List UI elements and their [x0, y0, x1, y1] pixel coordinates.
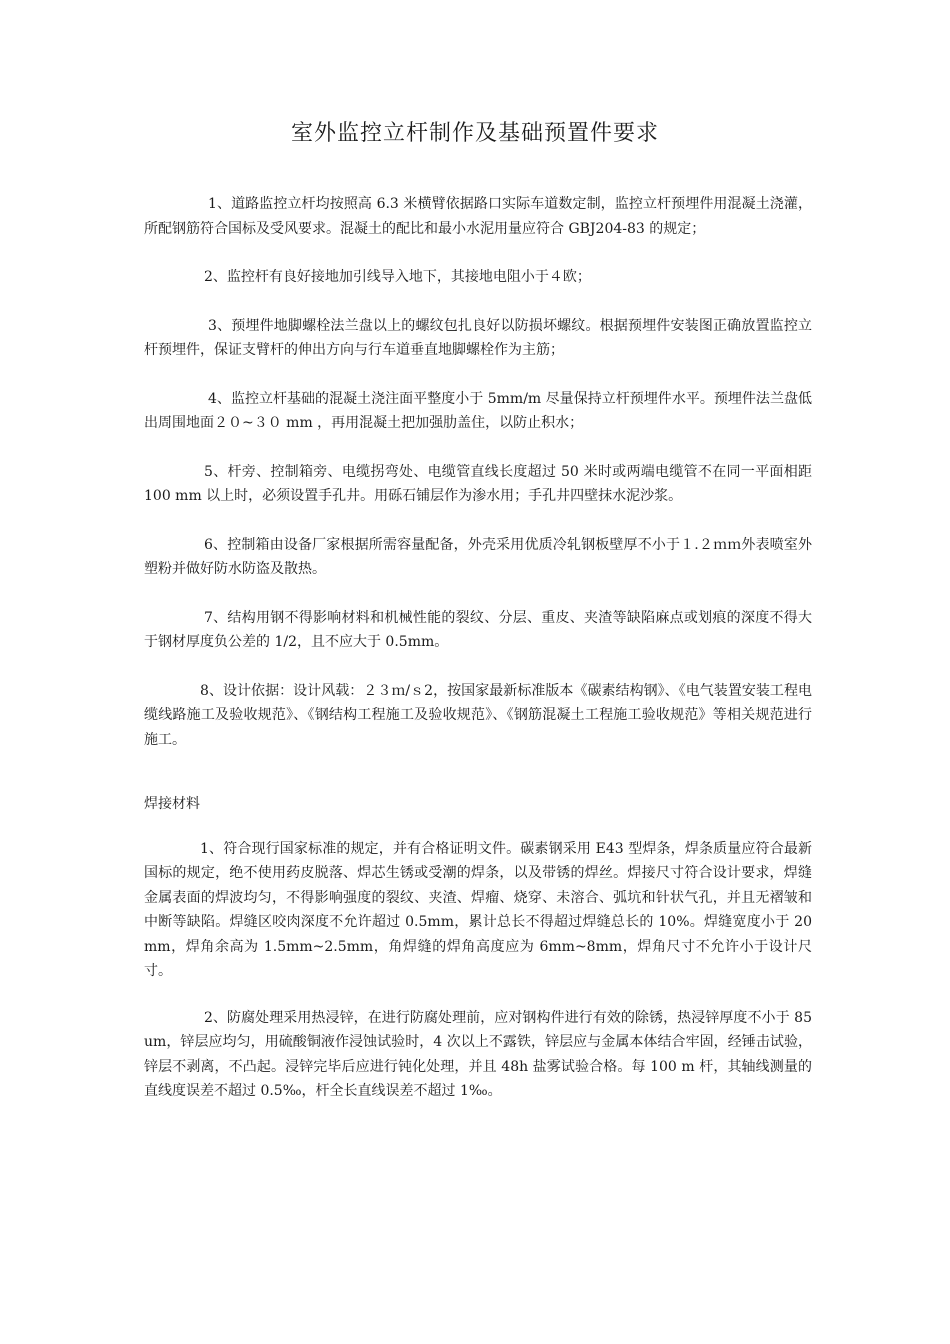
requirement-item-7: 7、结构用钢不得影响材料和机械性能的裂纹、分层、重皮、夹渣等缺陷麻点或划痕的深度不得大于钢材厚度负公差的 1/2，且不应大于 0.5mm。 [144, 609, 812, 650]
welding-item-1: 1、符合现行国家标准的规定，并有合格证明文件。碳素钢采用 E43 型焊条，焊条质量应符合最新国标的规定，绝不使用药皮脱落、焊芯生锈或受潮的焊条，以及带锈的焊丝。焊接尺寸符合设计要求，焊缝金属表面的焊波均匀，不得影响强度的裂纹、夹渣、焊瘤、烧穿、未溶合、弧坑和针状气孔，并且无褶皱和中断等缺陷。焊缝区咬肉深度不允许超过 0.5mm，累计总长不得超过焊缝总长的 10%。焊缝宽度小于 20mm，焊角余高为 1.5mm~2.5mm，角焊缝的焊角高度应为 6mm~8mm，焊角尺寸不允许小于设计尺寸。 [144, 840, 812, 979]
welding-section-heading: 焊接材料 [144, 796, 200, 812]
requirement-item-1: 1、道路监控立杆均按照高 6.3 米横臂依据路口实际车道数定制，监控立杆预埋件用混凝土浇灌，所配钢筋符合国标及受风要求。混凝土的配比和最小水泥用量应符合 GBJ204-83 的规定； [144, 196, 812, 237]
requirement-item-8: 8、设计依据：设计风载：２３ｍ/ｓ2，按国家最新标准版本《碳素结构钢》、《电气装置安装工程电缆线路施工及验收规范》、《钢结构工程施工及验收规范》、《钢筋混凝土工程施工验收规范》等相关规范进行施工。 [144, 682, 812, 748]
requirement-item-2: 2、监控杆有良好接地加引线导入地下，其接地电阻小于４欧； [204, 269, 591, 285]
requirement-item-4: 4、监控立杆基础的混凝土浇注面平整度小于 5mm/m 尽量保持立杆预埋件水平。预埋件法兰盘低出周围地面２０~３０ mm ，再用混凝土把加强肋盖住，以防止积水； [144, 390, 812, 431]
welding-item-2: 2、防腐处理采用热浸锌，在进行防腐处理前，应对钢构件进行有效的除锈，热浸锌厚度不小于 85um，锌层应均匀，用硫酸铜液作浸蚀试验时，4 次以上不露铁，锌层应与金属本体结合牢固，经锤击试验，锌层不剥离，不凸起。浸锌完毕后应进行钝化处理，并且 48h 盐雾试验合格。每 100 m 杆，其轴线测量的直线度误差不超过 0.5‰，杆全长直线误差不超过 1‰。 [144, 1009, 812, 1099]
requirement-item-5: 5、杆旁、控制箱旁、电缆拐弯处、电缆管直线长度超过 50 米时或两端电缆管不在同一平面相距 100 mm 以上时，必须设置手孔井。用砾石铺层作为渗水用；手孔井四壁抹水泥沙浆。 [144, 463, 812, 504]
requirement-item-3: 3、预埋件地脚螺栓法兰盘以上的螺纹包扎良好以防损坏螺纹。根据预埋件安装图正确放置监控立杆预埋件，保证支臂杆的伸出方向与行车道垂直地脚螺栓作为主筋； [144, 317, 812, 358]
document-title: 室外监控立杆制作及基础预置件要求 [290, 121, 659, 146]
document-body [144, 192, 812, 1128]
requirement-item-6: 6、控制箱由设备厂家根据所需容量配备，外壳采用优质冷轧钢板壁厚不小于１.２ｍｍ外表喷室外塑粉并做好防水防盗及散热。 [144, 536, 812, 577]
